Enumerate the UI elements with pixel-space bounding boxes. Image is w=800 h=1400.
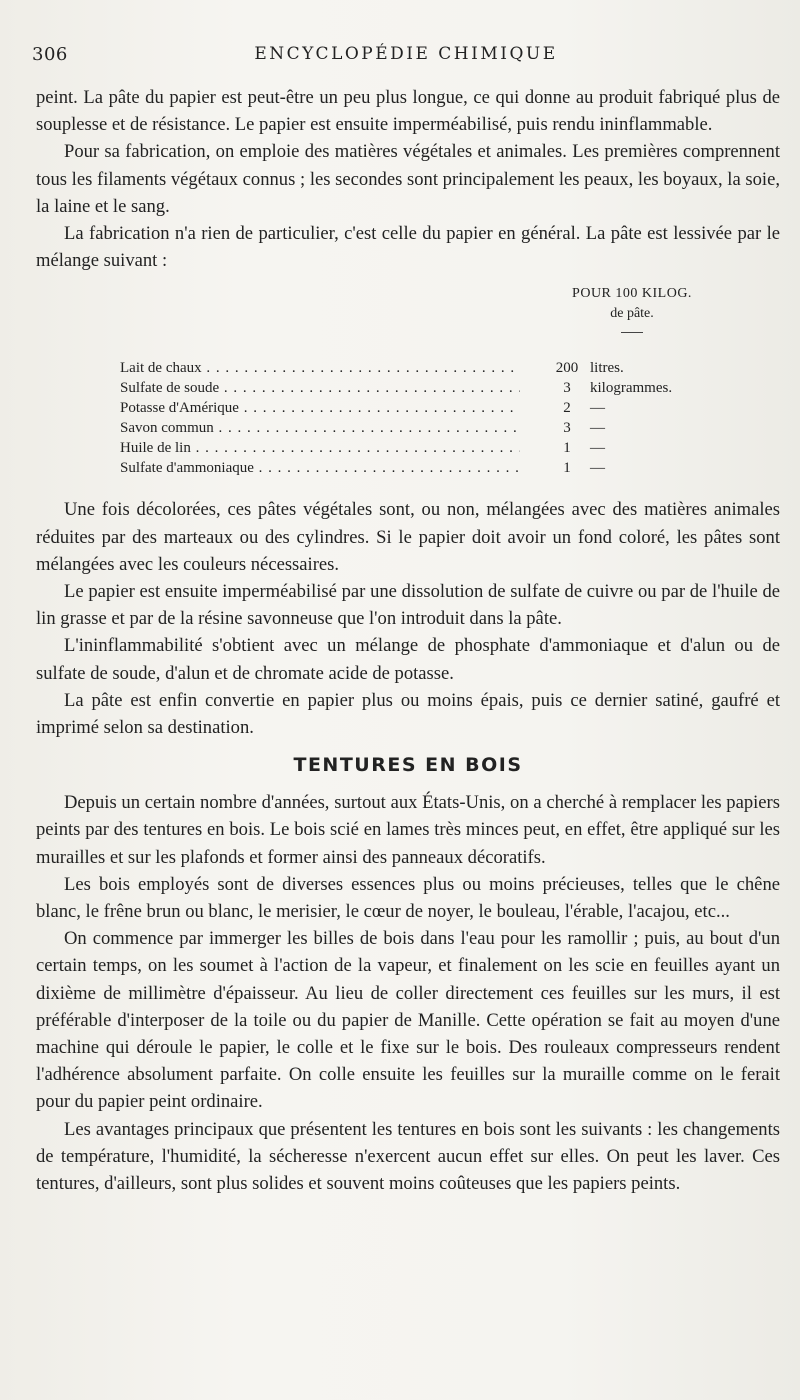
row-label: Sulfate de soude . . . <box>120 378 520 398</box>
row-quantity: 200 <box>555 360 579 377</box>
table-rows <box>120 358 780 478</box>
row-quantity: 2 <box>563 400 571 417</box>
section-heading: TENTURES EN BOIS <box>293 754 523 777</box>
row-unit: kilogrammes. <box>590 380 673 397</box>
table-header-rule <box>621 332 643 333</box>
table-header-line1: POUR 100 KILOG. <box>572 286 692 302</box>
running-title: ENCYCLOPÉDIE CHIMIQUE <box>254 44 558 64</box>
body-text <box>36 84 780 1197</box>
row-label: Lait de chaux . . . <box>120 358 520 378</box>
row-unit: litres. <box>590 360 624 377</box>
row-label: Potasse d'Amérique . . . <box>120 398 520 418</box>
table-row <box>120 438 780 458</box>
row-quantity: 1 <box>563 440 571 457</box>
paragraph: La pâte est enfin convertie en papier plus ou moins épais, puis ce dernier satiné, gaufré et imprimé selon sa destination. <box>36 689 780 739</box>
table-row <box>120 378 780 398</box>
paragraph: Une fois décolorées, ces pâtes végétales sont, ou non, mélangées avec des matières animales réduites par des marteaux ou des cylindres. Si le papier doit avoir un fond coloré, les pâtes sont mélangées avec les couleurs nécessaires. <box>36 499 780 575</box>
paragraph: Les bois employés sont de diverses essences plus ou moins précieuses, telles que le chêne blanc, le frêne brun ou blanc, le merisier, le cœur de noyer, le bouleau, l'érable, l'acajou, etc... <box>36 873 780 923</box>
recipe-table <box>36 274 780 496</box>
paragraph: La fabrication n'a rien de particulier, c'est celle du papier en général. La pâte est lessivée par le mélange suivant : <box>36 223 780 272</box>
table-row <box>120 398 780 418</box>
row-unit: — <box>590 460 605 477</box>
paragraph: Le papier est ensuite imperméabilisé par une dissolution de sulfate de cuivre ou par de l'huile de lin grasse et par de la résine savonneuse que l'on introduit dans la pâte. <box>36 581 780 630</box>
row-label: Savon commun . . . <box>120 418 520 438</box>
paragraph: peint. La pâte du papier est peut-être un peu plus longue, ce qui donne au produit fabriqué plus de souplesse et de résistance. Le papier est ensuite imperméabilisé, puis rendu ininflammable. <box>36 87 780 136</box>
row-label: Sulfate d'ammoniaque . . . <box>120 458 520 478</box>
page-header <box>32 44 780 74</box>
row-quantity: 3 <box>563 380 571 397</box>
row-unit: — <box>590 420 605 437</box>
paragraph: On commence par immerger les billes de bois dans l'eau pour les ramollir ; puis, au bout d'un certain temps, on les soumet à l'action de la vapeur, et finalement on les scie en feuilles ayant un dixième de millimètre d'épaisseur. Au lieu de coller directement ces feuilles sur les murs, il est préférable d'interposer de la toile ou du papier de Manille. Cette opération se fait au moyen d'une machine qui déroule le papier, le colle et le fixe sur le bois. Des rouleaux compresseurs rendent l'adhérence absolument parfaite. On colle ensuite les feuilles sur la muraille comme on le ferait pour du papier peint ordinaire. <box>36 928 780 1113</box>
paragraph: Pour sa fabrication, on emploie des matières végétales et animales. Les premières comprennent tous les filaments végétaux connus ; les secondes sont principalement les peaux, les boyaux, la soie, la laine et le sang. <box>36 141 780 217</box>
paragraph: Les avantages principaux que présentent les tentures en bois sont les suivants : les changements de température, l'humidité, la sécheresse n'exercent aucun effet sur elles. On peut les laver. Ces tentures, d'ailleurs, sont plus solides et souvent moins coûteuses que les papiers peints. <box>36 1118 780 1195</box>
row-quantity: 3 <box>563 420 571 437</box>
paragraph: Depuis un certain nombre d'années, surtout aux États-Unis, on a cherché à remplacer les papiers peints par des tentures en bois. Le bois scié en lames très minces peut, en effet, être appliqué sur les murailles et sur les plafonds et former ainsi des panneaux décoratifs. <box>36 792 780 868</box>
page-number: 306 <box>32 44 68 65</box>
table-row <box>120 458 780 478</box>
table-row <box>120 358 780 378</box>
table-row <box>120 418 780 438</box>
table-column-header <box>552 284 712 333</box>
row-unit: — <box>590 440 605 457</box>
row-label: Huile de lin . . . <box>120 438 520 458</box>
paragraph: L'ininflammabilité s'obtient avec un mélange de phosphate d'ammoniaque et d'alun ou de sulfate de soude, d'alun et de chromate acide de potasse. <box>36 635 780 684</box>
row-quantity: 1 <box>563 460 571 477</box>
row-unit: — <box>590 400 605 417</box>
table-header-line2: de pâte. <box>610 306 654 322</box>
